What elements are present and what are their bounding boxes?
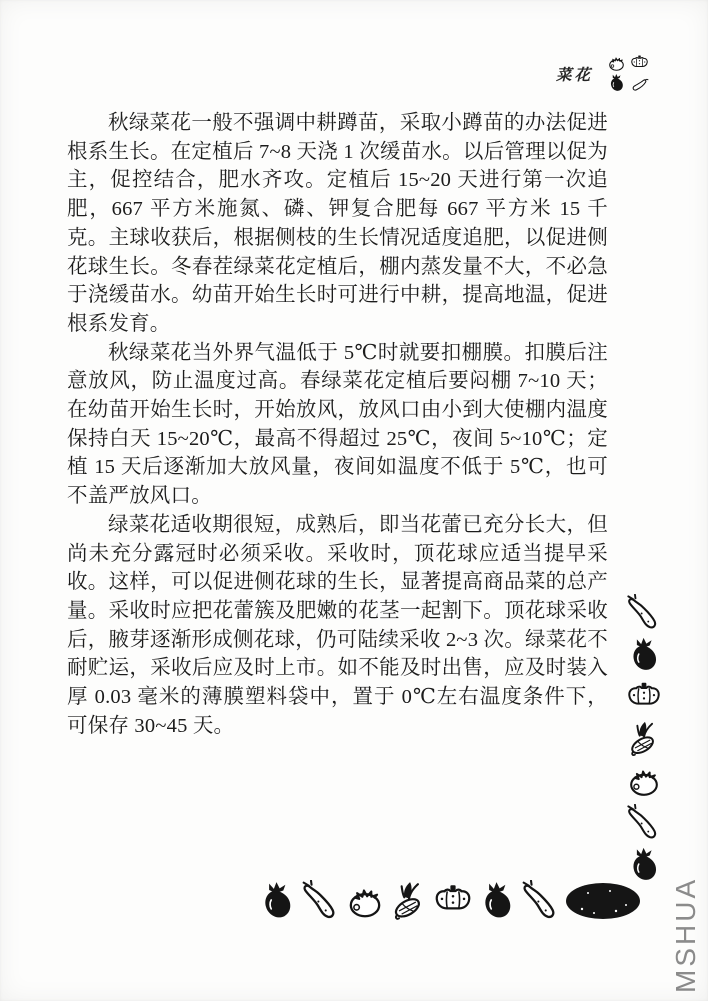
header-veg-cluster [605, 53, 653, 95]
pumpkin-icon [628, 53, 651, 73]
tomato-icon [605, 53, 628, 73]
blob-icon [564, 880, 642, 922]
tomato-icon [344, 880, 386, 922]
corn-icon [624, 720, 664, 758]
pumpkin-icon [432, 880, 474, 922]
bottom-veg-row [256, 880, 642, 922]
running-head-title: 菜花 [556, 67, 594, 84]
eggplant-icon [256, 880, 298, 922]
cucumber-icon [520, 880, 562, 922]
eggplant-icon [605, 73, 628, 93]
eggplant-icon [624, 846, 664, 884]
cucumber-icon [624, 804, 664, 842]
paragraph-temperature: 秋绿菜花当外界气温低于 5℃时就要扣棚膜。扣膜后注意放风，防止温度过高。春绿菜花定植后要闷棚 7~10 天；在幼苗开始生长时，开始放风，放风口由小到大使棚内温度保持白天 15~20℃，最高不得超过 25℃，夜间 5~10℃；定植 15 天后逐渐加大放风量，夜间如温度不低于 5℃，也可不盖严放风口。 [67, 341, 608, 508]
pepper-icon [628, 73, 651, 93]
pumpkin-icon [624, 678, 664, 716]
paragraph-cultivation: 秋绿菜花一般不强调中耕蹲苗，采取小蹲苗的办法促进根系生长。在定植后 7~8 天浇 1 次缓苗水。以后管理以促为主，促控结合，肥水齐攻。定植后 15~20 天进行第一次追肥，667 平方米施氮、磷、钾复合肥每 667 平方米 15 千克。主球收获后，根据侧枝的生长情况适度追肥，以促进侧花球生长。冬春茬绿菜花定植后，棚内蒸发量不大，不必急于浇缓苗水。幼苗开始生长时可进行中耕，提高地温，促进根系发育。 [67, 112, 608, 335]
cucumber-icon [624, 594, 664, 632]
cucumber-icon [300, 880, 342, 922]
paragraph-harvest: 绿菜花适收期很短，成熟后，即当花蕾已充分长大，但尚未充分露冠时必须采收。采收时，顶花球应适当提早采收。这样，可以促进侧花球的生长，显著提高商品菜的总产量。采收时应把花蕾簇及肥嫩的花茎一起割下。顶花球采收后，腋芽逐渐形成侧花球，仍可陆续采收 2~3 次。绿菜花不耐贮运，采收后应及时上市。如不能及时出售，应及时装入厚 0.03 毫米的薄膜塑料袋中，置于 0℃左右温度条件下，可保存 30~45 天。 [67, 513, 608, 737]
eggplant-icon [476, 880, 518, 922]
eggplant-icon [624, 636, 664, 674]
tomato-icon [624, 762, 664, 800]
watermark: MSHUA [670, 876, 701, 993]
right-veg-column [620, 594, 668, 884]
page-body [67, 109, 608, 740]
corn-icon [388, 880, 430, 922]
